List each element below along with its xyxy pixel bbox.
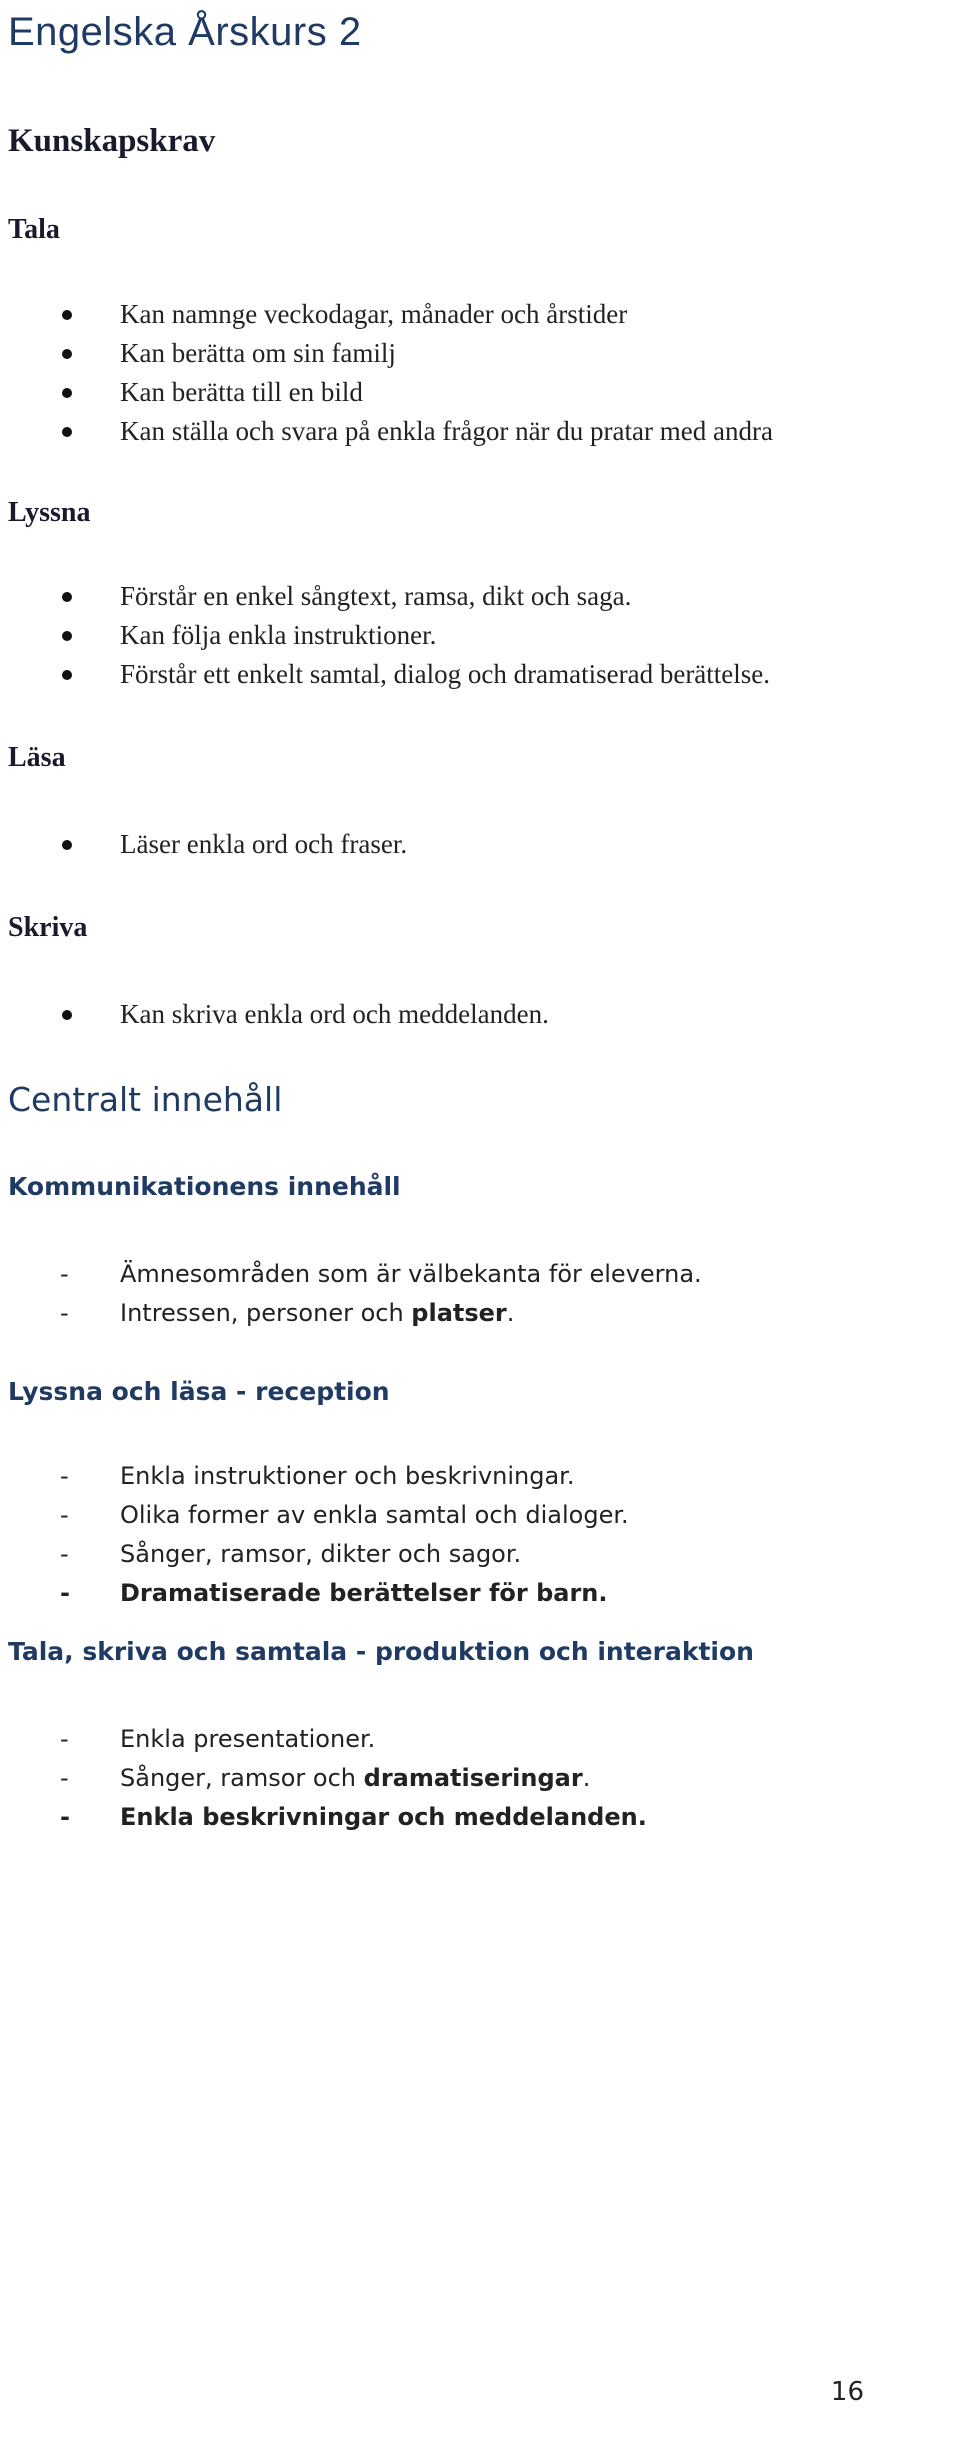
list-item-text: Kan skriva enkla ord och meddelanden. — [120, 999, 549, 1029]
list-item — [0, 825, 407, 864]
lyssna-list — [0, 577, 770, 694]
list-item-emphasis: platser — [411, 1299, 507, 1327]
dash-marker: - — [60, 1725, 69, 1753]
bullet-icon — [62, 1010, 72, 1020]
dash-marker: - — [60, 1540, 69, 1568]
page-number: 16 — [830, 2377, 864, 2407]
bullet-icon — [62, 631, 72, 641]
subheading-kommunikationens-innehall: Kommunikationens innehåll — [8, 1172, 401, 1201]
list-item — [0, 412, 773, 451]
subheading-skriva: Skriva — [8, 912, 88, 943]
subheading-produktion: Tala, skriva och samtala - produktion och interaktion — [8, 1637, 754, 1666]
dash-marker: - — [60, 1462, 69, 1490]
list-item — [0, 295, 773, 334]
list-item-text: Kan berätta till en bild — [120, 377, 363, 407]
subheading-reception: Lyssna och läsa - reception — [8, 1377, 390, 1406]
list-item — [0, 616, 770, 655]
list-item-text: Ämnesområden som är välbekanta för eleverna. — [120, 1260, 702, 1288]
list-item-text: Enkla presentationer. — [120, 1725, 376, 1753]
lasa-list — [0, 825, 407, 864]
subheading-lasa: Läsa — [8, 742, 66, 773]
list-item-text: Olika former av enkla samtal och dialoger. — [120, 1501, 629, 1529]
bullet-icon — [62, 592, 72, 602]
dash-marker: - — [60, 1501, 69, 1529]
list-item — [0, 1759, 647, 1798]
list-item — [0, 655, 770, 694]
list-item — [0, 1255, 702, 1294]
bullet-icon — [62, 349, 72, 359]
list-item — [0, 995, 549, 1034]
subheading-tala: Tala — [8, 214, 60, 245]
list-item-text: Förstår ett enkelt samtal, dialog och dramatiserad berättelse. — [120, 659, 771, 689]
list-item-text: Kan ställa och svara på enkla frågor när du pratar med andra — [120, 416, 773, 446]
list-item — [0, 1798, 647, 1837]
kommunikation-list — [0, 1255, 702, 1333]
tala-list — [0, 295, 773, 451]
list-item-text: Intressen, personer och — [120, 1299, 412, 1327]
page-title: Engelska Årskurs 2 — [8, 10, 362, 54]
list-item-text: Sånger, ramsor, dikter och sagor. — [120, 1540, 522, 1568]
dash-marker: - — [60, 1579, 70, 1607]
list-item-punctuation: . — [582, 1764, 591, 1792]
list-item-emphasis: dramatiseringar — [363, 1764, 583, 1792]
list-item — [0, 1535, 629, 1574]
list-item — [0, 373, 773, 412]
list-item-punctuation: . — [506, 1299, 515, 1327]
list-item — [0, 1574, 629, 1613]
list-item — [0, 334, 773, 373]
bullet-icon — [62, 388, 72, 398]
bullet-icon — [62, 310, 72, 320]
bullet-icon — [62, 427, 72, 437]
dash-marker: - — [60, 1803, 70, 1831]
subheading-lyssna: Lyssna — [8, 497, 91, 528]
list-item-text: Läser enkla ord och fraser. — [120, 829, 408, 859]
list-item-text: Dramatiserade berättelser för barn. — [120, 1579, 608, 1607]
list-item — [0, 1457, 629, 1496]
list-item — [0, 1720, 647, 1759]
list-item-text: Kan följa enkla instruktioner. — [120, 620, 437, 650]
bullet-icon — [62, 670, 72, 680]
dash-marker: - — [60, 1299, 69, 1327]
section-heading-kunskapskrav: Kunskapskrav — [8, 123, 216, 159]
produktion-list — [0, 1720, 647, 1837]
reception-list — [0, 1457, 629, 1613]
skriva-list — [0, 995, 549, 1034]
list-item — [0, 1496, 629, 1535]
dash-marker: - — [60, 1764, 69, 1792]
list-item — [0, 577, 770, 616]
list-item-text: Enkla beskrivningar och meddelanden. — [120, 1803, 647, 1831]
list-item-text: Förstår en enkel sångtext, ramsa, dikt och saga. — [120, 581, 632, 611]
list-item-text: Kan namnge veckodagar, månader och årstider — [120, 299, 628, 329]
section-heading-centralt-innehall: Centralt innehåll — [8, 1080, 283, 1119]
list-item-text: Enkla instruktioner och beskrivningar. — [120, 1462, 575, 1490]
list-item — [0, 1294, 702, 1333]
bullet-icon — [62, 840, 72, 850]
dash-marker: - — [60, 1260, 69, 1288]
list-item-text: Sånger, ramsor och — [120, 1764, 364, 1792]
list-item-text: Kan berätta om sin familj — [120, 338, 396, 368]
